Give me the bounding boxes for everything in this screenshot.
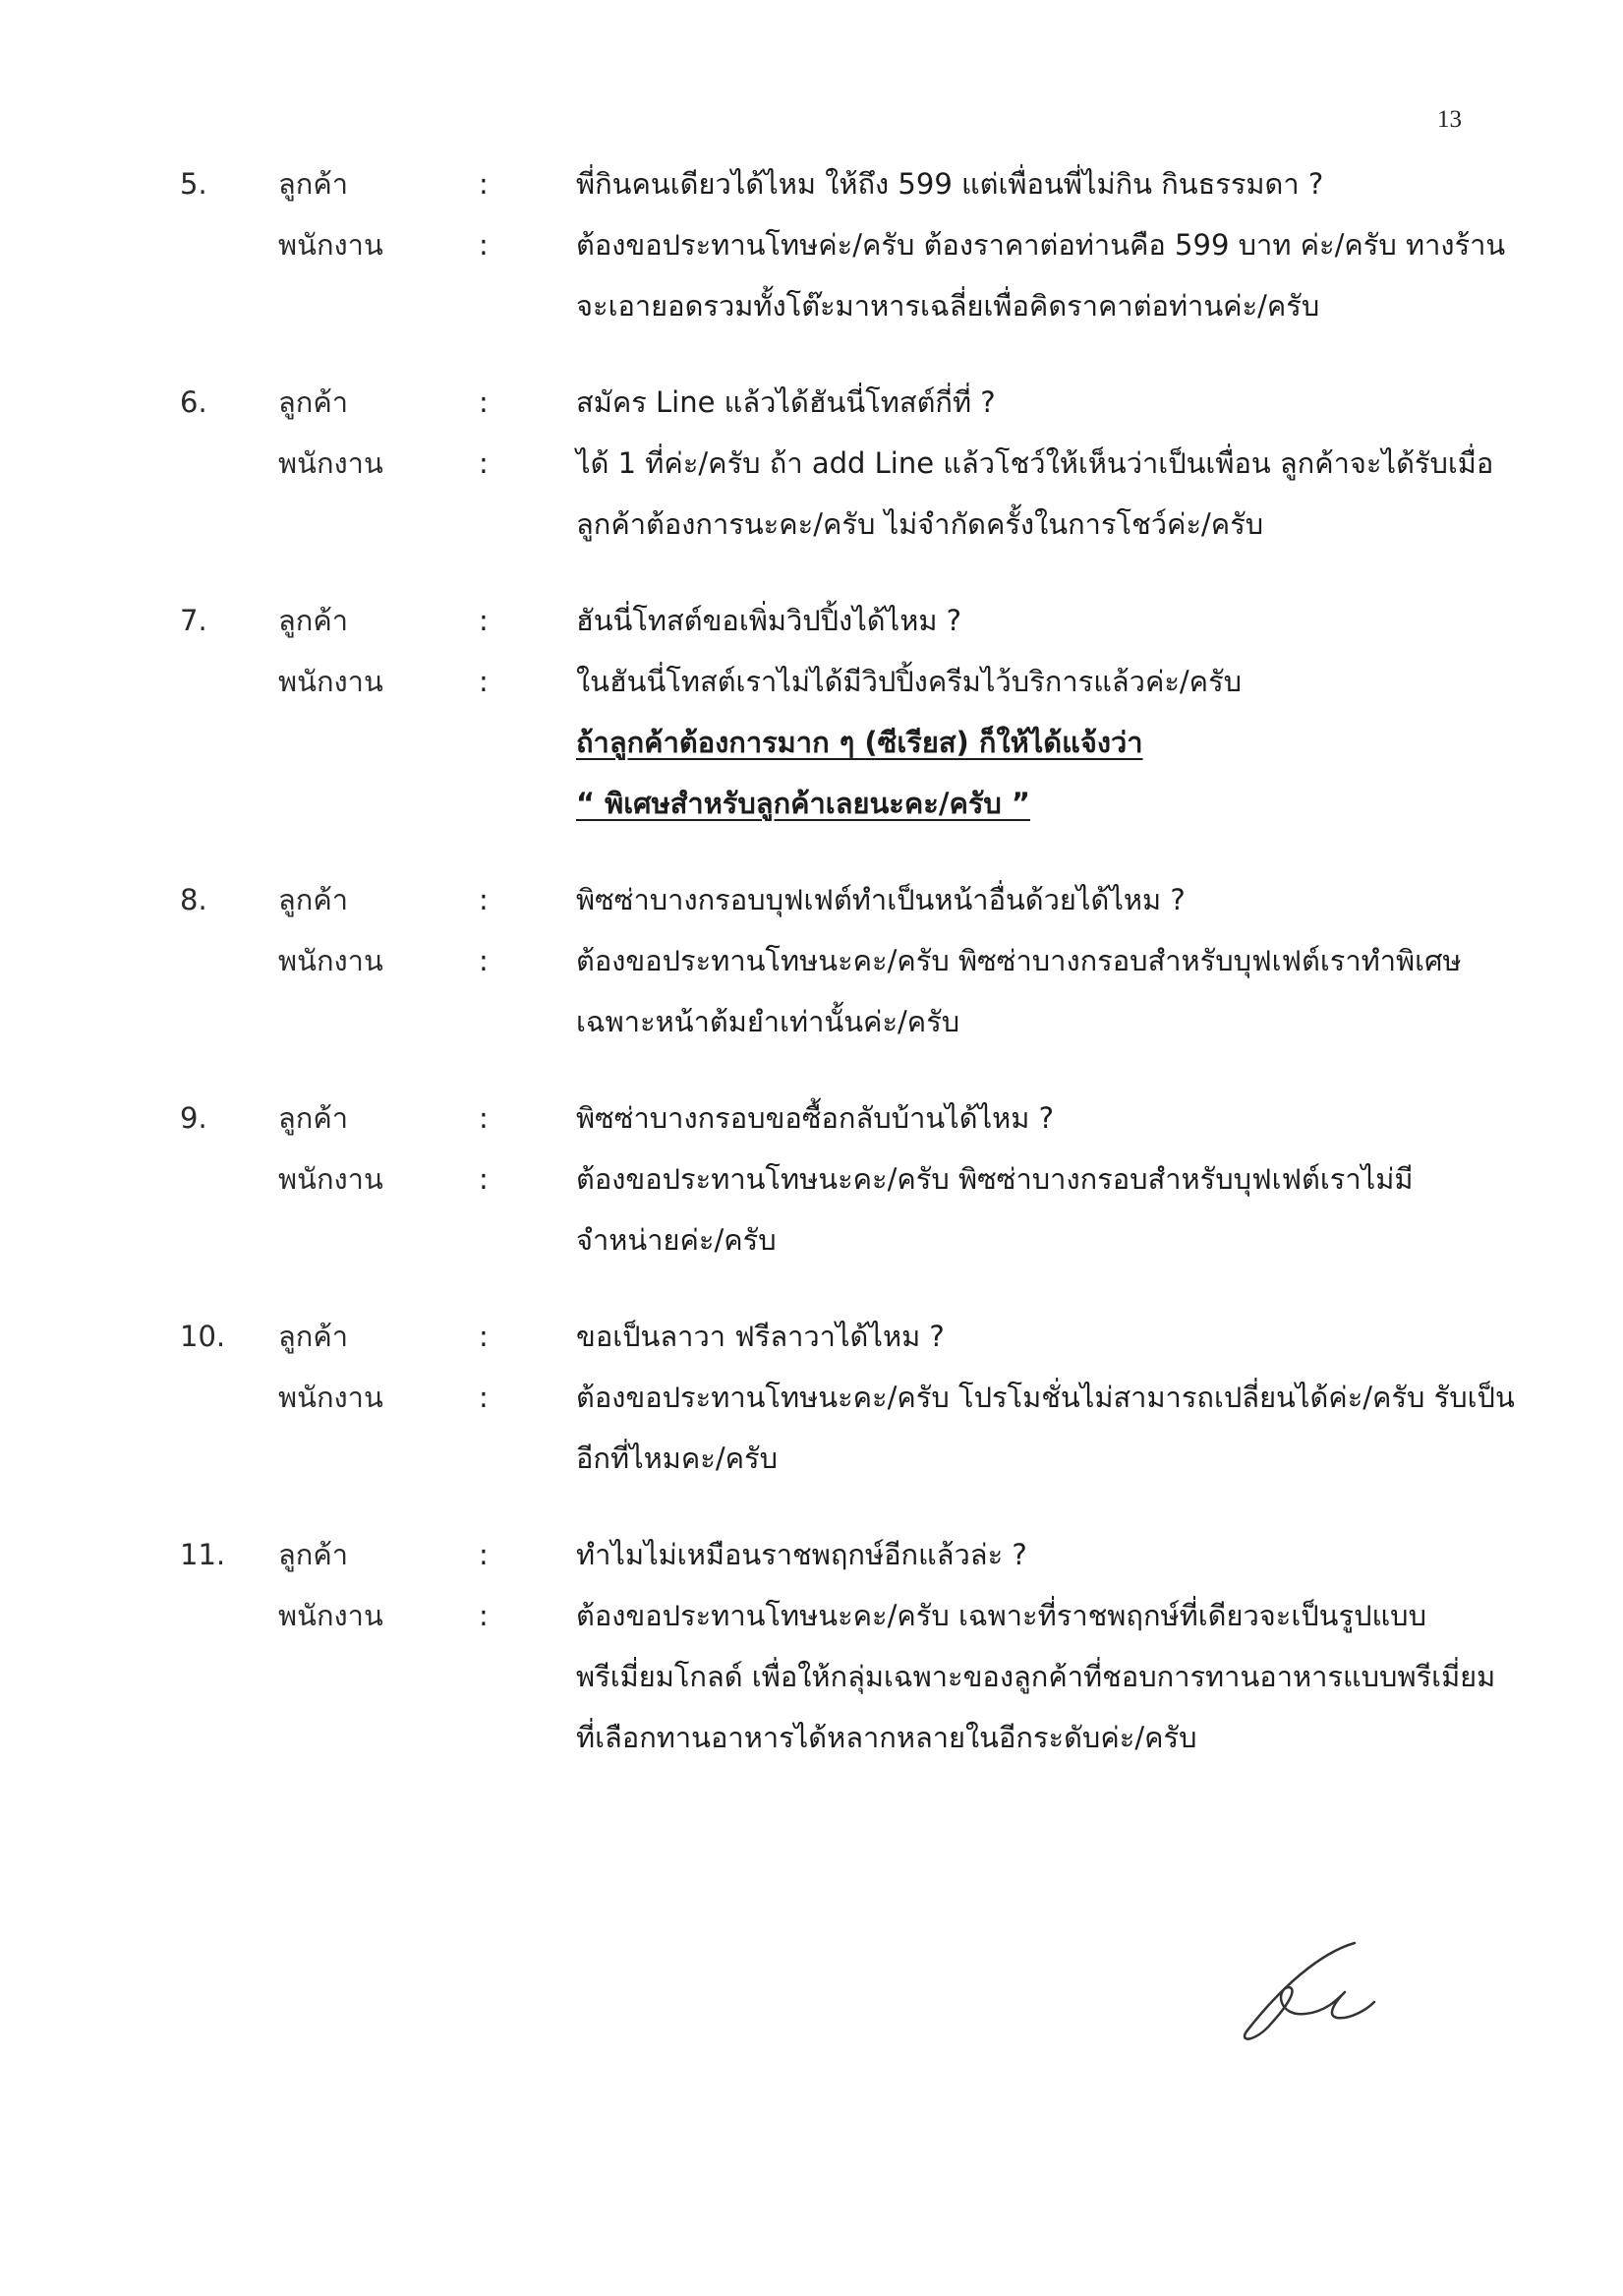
answer-line	[0, 1209, 1623, 1270]
customer-label: ลูกค้า	[278, 1101, 349, 1135]
answer-text: พรีเมี่ยมโกลด์ เพื่อให้กลุ่มเฉพาะของลูกค้าที่ชอบการทานอาหารแบบพรีเมี่ยม	[576, 1660, 1496, 1693]
question-line	[0, 372, 1623, 433]
qa-item	[0, 590, 1623, 834]
answer-line	[0, 1148, 1623, 1209]
question-line	[0, 1088, 1623, 1148]
answer-line	[0, 773, 1623, 834]
answer-text: เฉพาะหน้าต้มยำเท่านั้นค่ะ/ครับ	[576, 1005, 960, 1038]
answer-line	[0, 1646, 1623, 1707]
answer-line	[0, 712, 1623, 773]
answer-text: ต้องขอประทานโทษนะคะ/ครับ โปรโมชั่นไม่สามารถเปลี่ยนได้ค่ะ/ครับ รับเป็น	[576, 1381, 1515, 1414]
staff-label: พนักงาน	[278, 446, 383, 480]
qa-item	[0, 1524, 1623, 1768]
answer-line	[0, 1707, 1623, 1768]
colon: :	[479, 665, 489, 698]
staff-label: พนักงาน	[278, 228, 383, 262]
question-line	[0, 869, 1623, 930]
question-text: พี่กินคนเดียวได้ไหม ให้ถึง 599 แต่เพื่อนพี่ไม่กิน กินธรรมดา ?	[576, 167, 1324, 201]
customer-label: ลูกค้า	[278, 167, 349, 201]
answer-line	[0, 651, 1623, 712]
colon: :	[479, 228, 489, 262]
colon: :	[479, 1101, 489, 1135]
answer-line	[0, 275, 1623, 336]
colon: :	[479, 446, 489, 480]
qa-item	[0, 372, 1623, 555]
customer-label: ลูกค้า	[278, 1538, 349, 1571]
item-number: 5.	[180, 167, 207, 201]
answer-text: อีกที่ไหมคะ/ครับ	[576, 1442, 779, 1475]
item-number: 6.	[180, 385, 207, 419]
answer-text: ได้ 1 ที่ค่ะ/ครับ ถ้า add Line แล้วโชว์ให้เห็นว่าเป็นเพื่อน ลูกค้าจะได้รับเมื่อ	[576, 446, 1494, 480]
colon: :	[479, 1599, 489, 1632]
answer-text: ที่เลือกทานอาหารได้หลากหลายในอีกระดับค่ะ/ครับ	[576, 1721, 1197, 1754]
qa-item	[0, 1306, 1623, 1489]
item-number: 8.	[180, 883, 207, 916]
question-text: พิซซ่าบางกรอบขอซื้อกลับบ้านได้ไหม ?	[576, 1101, 1055, 1135]
answer-line	[0, 1428, 1623, 1489]
question-line	[0, 1306, 1623, 1367]
colon: :	[479, 385, 489, 419]
answer-text: ต้องขอประทานโทษค่ะ/ครับ ต้องราคาต่อท่านคือ 599 บาท ค่ะ/ครับ ทางร้าน	[576, 228, 1506, 262]
page-number: 13	[1437, 106, 1462, 133]
colon: :	[479, 1162, 489, 1196]
question-line	[0, 590, 1623, 651]
question-text: พิซซ่าบางกรอบบุฟเฟต์ทำเป็นหน้าอื่นด้วยได้ไหม ?	[576, 883, 1186, 916]
answer-line	[0, 433, 1623, 494]
answer-text: ลูกค้าต้องการนะคะ/ครับ ไม่จำกัดครั้งในการโชว์ค่ะ/ครับ	[576, 507, 1264, 541]
question-text: ทำไมไม่เหมือนราชพฤกษ์อีกแล้วล่ะ ?	[576, 1538, 1027, 1571]
item-number: 9.	[180, 1101, 207, 1135]
answer-text: ในฮันนี่โทสต์เราไม่ได้มีวิปปิ้งครีมไว้บริการแล้วค่ะ/ครับ	[576, 665, 1243, 698]
signature	[1227, 1933, 1384, 2051]
staff-label: พนักงาน	[278, 1599, 383, 1632]
colon: :	[479, 1320, 489, 1353]
answer-line	[0, 1585, 1623, 1646]
colon: :	[479, 883, 489, 916]
item-number: 7.	[180, 604, 207, 637]
answer-line	[0, 930, 1623, 991]
customer-label: ลูกค้า	[278, 1320, 349, 1353]
question-line	[0, 153, 1623, 214]
customer-label: ลูกค้า	[278, 385, 349, 419]
customer-label: ลูกค้า	[278, 604, 349, 637]
answer-text: ต้องขอประทานโทษนะคะ/ครับ เฉพาะที่ราชพฤกษ์ที่เดียวจะเป็นรูปแบบ	[576, 1599, 1426, 1632]
answer-line	[0, 991, 1623, 1052]
answer-line	[0, 1367, 1623, 1428]
question-text: สมัคร Line แล้วได้ฮันนี่โทสต์กี่ที่ ?	[576, 385, 996, 419]
item-number: 10.	[180, 1320, 226, 1353]
customer-label: ลูกค้า	[278, 883, 349, 916]
colon: :	[479, 1381, 489, 1414]
question-line	[0, 1524, 1623, 1585]
question-text: ขอเป็นลาวา ฟรีลาวาได้ไหม ?	[576, 1320, 945, 1353]
item-number: 11.	[180, 1538, 226, 1571]
colon: :	[479, 944, 489, 977]
qa-item	[0, 1088, 1623, 1270]
qa-list	[0, 153, 1623, 1803]
qa-item	[0, 869, 1623, 1052]
staff-label: พนักงาน	[278, 1162, 383, 1196]
emphasis-text: “ พิเศษสำหรับลูกค้าเลยนะคะ/ครับ ”	[576, 787, 1030, 820]
staff-label: พนักงาน	[278, 1381, 383, 1414]
colon: :	[479, 167, 489, 201]
staff-label: พนักงาน	[278, 665, 383, 698]
question-text: ฮันนี่โทสต์ขอเพิ่มวิปปิ้งได้ไหม ?	[576, 604, 962, 637]
answer-text: จำหน่ายค่ะ/ครับ	[576, 1223, 777, 1257]
answer-line	[0, 214, 1623, 275]
staff-label: พนักงาน	[278, 944, 383, 977]
answer-text: จะเอายอดรวมทั้งโต๊ะมาหารเฉลี่ยเพื่อคิดราคาต่อท่านค่ะ/ครับ	[576, 289, 1320, 323]
emphasis-text: ถ้าลูกค้าต้องการมาก ๆ (ซีเรียส) ก็ให้ได้แจ้งว่า	[576, 726, 1143, 759]
answer-line	[0, 494, 1623, 555]
answer-text: ต้องขอประทานโทษนะคะ/ครับ พิซซ่าบางกรอบสำหรับบุฟเฟต์เราทำพิเศษ	[576, 944, 1462, 977]
qa-item	[0, 153, 1623, 336]
colon: :	[479, 604, 489, 637]
colon: :	[479, 1538, 489, 1571]
answer-text: ต้องขอประทานโทษนะคะ/ครับ พิซซ่าบางกรอบสำหรับบุฟเฟต์เราไม่มี	[576, 1162, 1414, 1196]
